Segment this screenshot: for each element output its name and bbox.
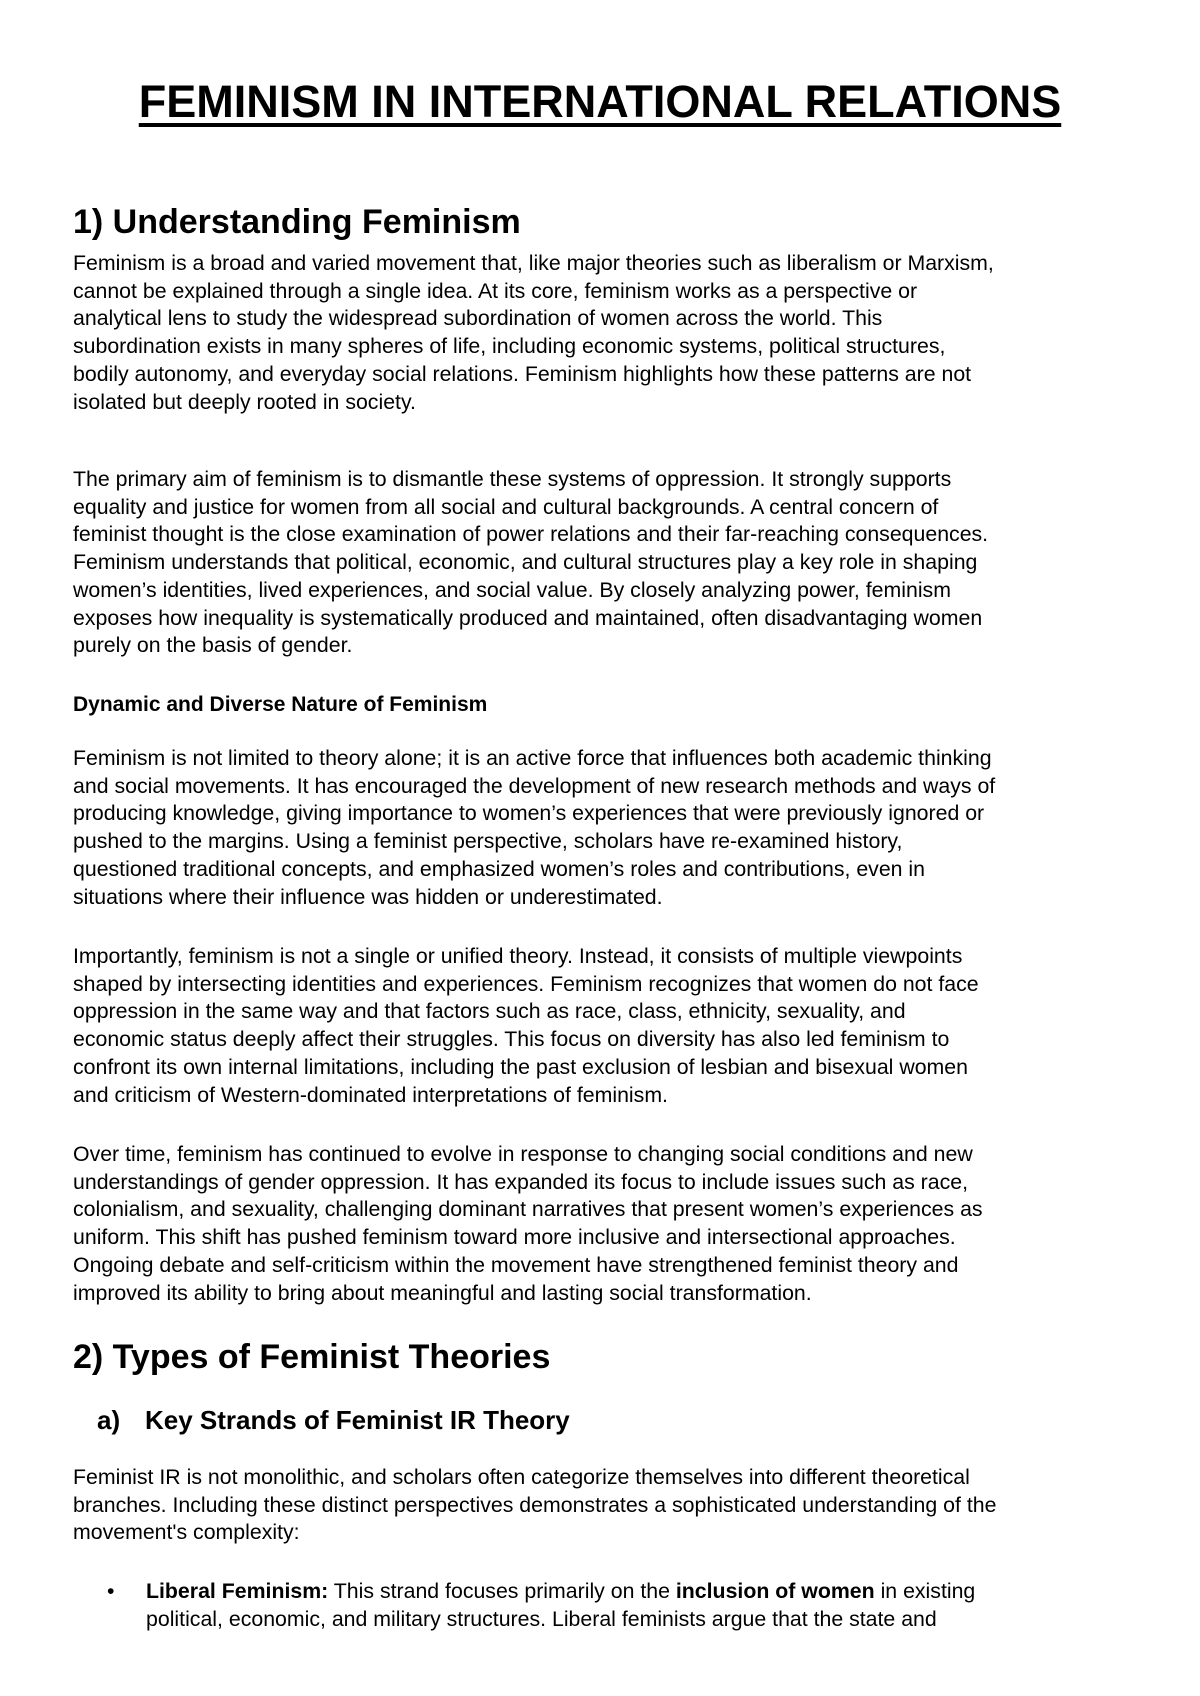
text-line: analytical lens to study the widespread subordination of women across the world. This	[73, 306, 883, 331]
text-line: cannot be explained through a single idea. At its core, feminism works as a perspective or	[73, 278, 918, 303]
bullet-text-after: in existing	[874, 1579, 976, 1603]
text-line: purely on the basis of gender.	[73, 633, 353, 658]
text-line: uniform. This shift has pushed feminism toward more inclusive and intersectional approaches.	[73, 1225, 956, 1250]
text-line: The primary aim of feminism is to dismantle these systems of oppression. It strongly supports	[73, 467, 952, 491]
text-line: subordination exists in many spheres of life, including economic systems, political structures,	[73, 334, 946, 359]
text-line: isolated but deeply rooted in society.	[73, 389, 416, 414]
section-1-paragraph-1	[73, 250, 1143, 416]
bullet-line-2: political, economic, and military structures. Liberal feminists argue that the state and	[146, 1606, 937, 1631]
bullet-emphasis: inclusion of women	[675, 1579, 875, 1603]
section-1-paragraph-5	[73, 1141, 1143, 1307]
section-2a-heading	[97, 1404, 570, 1436]
text-line: women’s identities, lived experiences, and social value. By closely analyzing power, feminism	[73, 577, 951, 602]
text-line: feminist thought is the close examination of power relations and their far-reaching consequences.	[73, 522, 989, 547]
text-line: colonialism, and sexuality, challenging dominant narratives that present women’s experiences as	[73, 1197, 983, 1222]
text-line: Ongoing debate and self-criticism within the movement have strengthened feminist theory and	[73, 1252, 959, 1277]
text-line: and social movements. It has encouraged the development of new research methods and ways of	[73, 773, 996, 798]
section-2a-marker: a)	[97, 1405, 121, 1435]
bullet-text	[146, 1578, 975, 1633]
text-line: confront its own internal limitations, including the past exclusion of lesbian and bisexual women	[73, 1054, 968, 1079]
text-line: and criticism of Western-dominated interpretations of feminism.	[73, 1082, 668, 1107]
section-2-paragraph-1	[73, 1464, 1143, 1547]
text-line: producing knowledge, giving importance to women’s experiences that were previously ignored or	[73, 801, 985, 826]
text-line: Feminism is not limited to theory alone; it is an active force that influences both academic thinking	[73, 746, 992, 770]
bullet-line-1	[146, 1578, 975, 1606]
text-line: Feminist IR is not monolithic, and scholars often categorize themselves into different theoretical	[73, 1465, 970, 1489]
text-line: economic status deeply affect their struggles. This focus on diversity has also led feminism to	[73, 1027, 950, 1052]
bullet-icon: •	[107, 1579, 115, 1603]
section-1-subheading: Dynamic and Diverse Nature of Feminism	[73, 693, 488, 716]
text-line: questioned traditional concepts, and emphasized women’s roles and contributions, even in	[73, 856, 926, 881]
bullet-term: Liberal Feminism:	[146, 1579, 329, 1603]
section-1-paragraph-2	[73, 466, 1143, 660]
text-line: shaped by intersecting identities and experiences. Feminism recognizes that women do not face	[73, 971, 979, 996]
section-1-paragraph-4	[73, 943, 1143, 1109]
text-line: oppression in the same way and that factors such as race, class, ethnicity, sexuality, and	[73, 999, 906, 1024]
text-line: Over time, feminism has continued to evolve in response to changing social conditions and new	[73, 1142, 973, 1166]
section-1-paragraph-3	[73, 745, 1143, 911]
section-2-heading: 2) Types of Feminist Theories	[73, 1338, 551, 1376]
text-line: pushed to the margins. Using a feminist perspective, scholars have re-examined history,	[73, 829, 903, 854]
text-line: Importantly, feminism is not a single or unified theory. Instead, it consists of multiple viewpoints	[73, 944, 963, 968]
section-2a-title: Key Strands of Feminist IR Theory	[145, 1405, 570, 1435]
bullet-text-before: This strand focuses primarily on the	[328, 1579, 676, 1603]
text-line: branches. Including these distinct perspectives demonstrates a sophisticated understanding of the	[73, 1492, 997, 1517]
text-line: situations where their influence was hidden or underestimated.	[73, 884, 663, 909]
text-line: Feminism understands that political, economic, and cultural structures play a key role in shaping	[73, 550, 978, 575]
document-title: FEMINISM IN INTERNATIONAL RELATIONS	[138, 76, 1062, 127]
text-line: movement's complexity:	[73, 1520, 300, 1545]
text-line: equality and justice for women from all social and cultural backgrounds. A central concern of	[73, 494, 939, 519]
text-line: exposes how inequality is systematically produced and maintained, often disadvantaging women	[73, 605, 983, 630]
section-1-heading: 1) Understanding Feminism	[73, 203, 521, 241]
text-line: bodily autonomy, and everyday social relations. Feminism highlights how these patterns are not	[73, 361, 972, 386]
text-line: understandings of gender oppression. It has expanded its focus to include issues such as race,	[73, 1169, 969, 1194]
text-line: improved its ability to bring about meaningful and lasting social transformation.	[73, 1280, 812, 1305]
text-line: Feminism is a broad and varied movement that, like major theories such as liberalism or Marxism,	[73, 251, 994, 275]
